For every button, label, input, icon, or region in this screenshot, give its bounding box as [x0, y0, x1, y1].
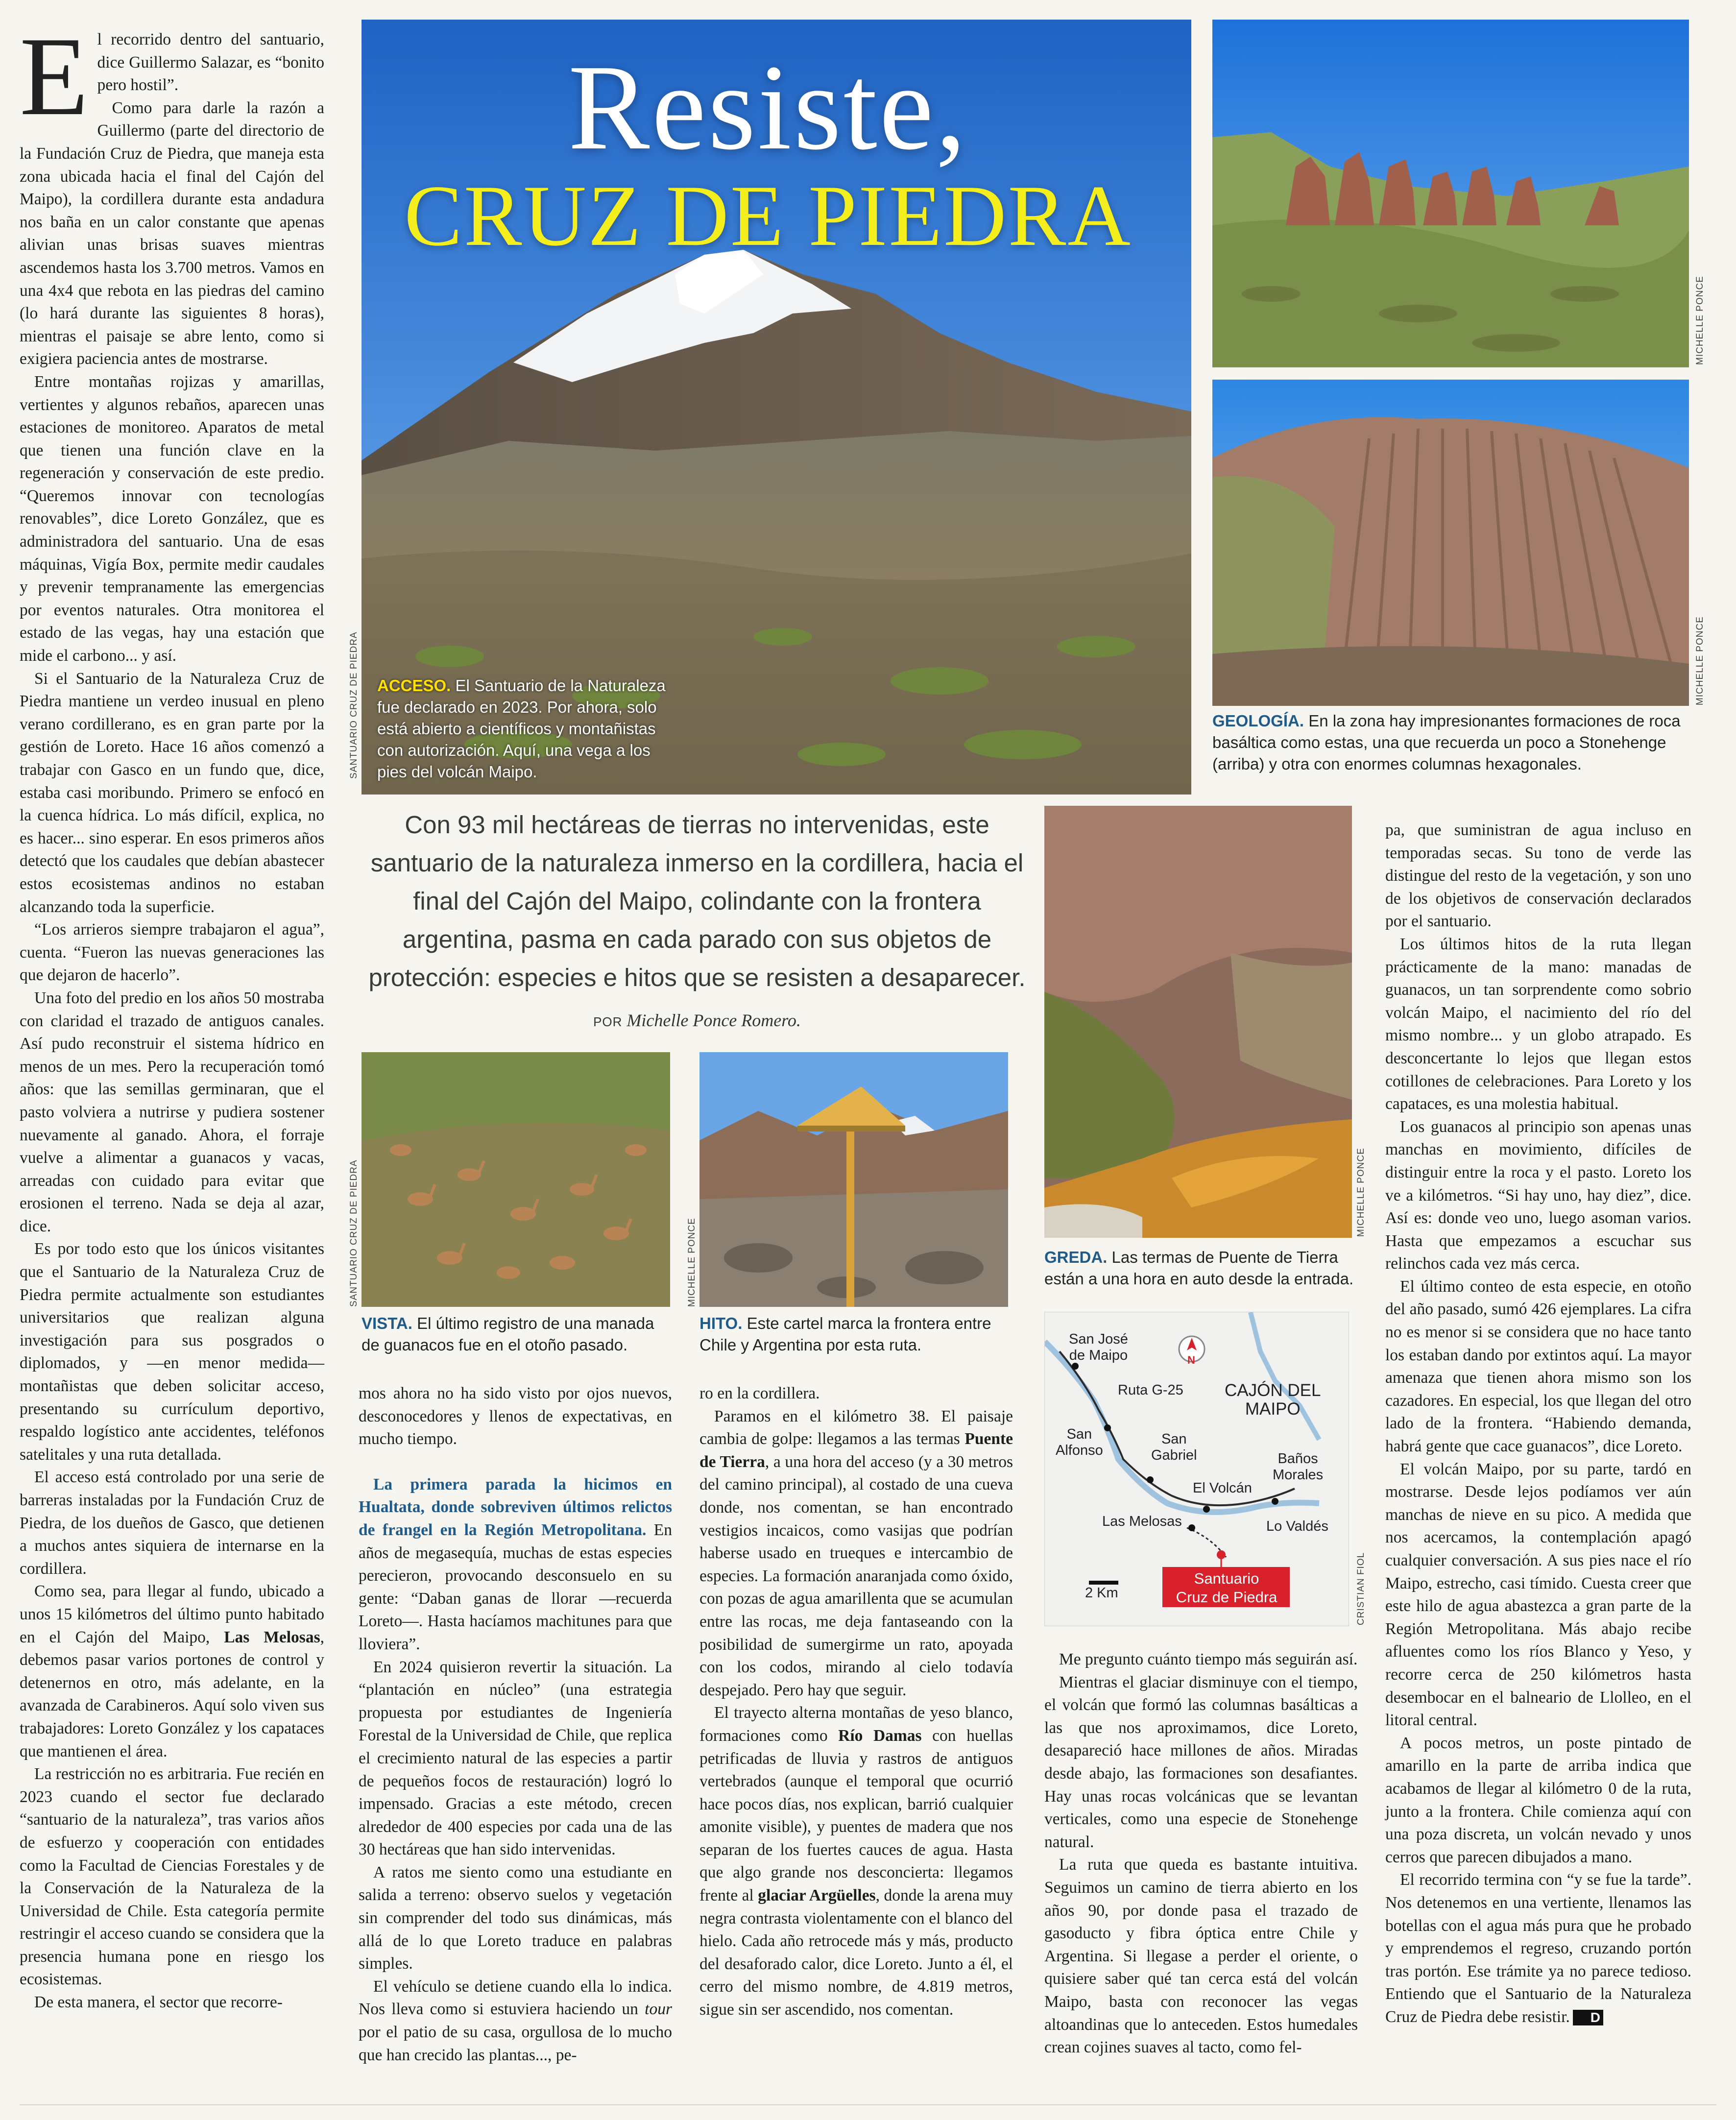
geology-photo-bottom: [1212, 380, 1689, 706]
paragraph: Es por todo esto que los únicos visitantes que el Santuario de la Naturaleza Cruz de Piedra permite actualmente son estudiantes universitarios que realizan alguna investigación para sus posgrados o diplomados, y —en menor medida— montañistas que deben solicitar acceso, presentando su currículum deportivo, respaldo logístico ante accidentes, teléfonos satelitales y una ruta detallada.: [20, 1240, 324, 1464]
caption-keyword: ACCESO.: [377, 676, 451, 695]
text-run: El recorrido termina con “y se fue la tarde”. Nos detenemos en una vertiente, llenamos las botellas con el agua más pura que he probado y emprendemos el regreso, cruzando portón tras portón. Ese trámite ya no parece tedioso. Entiendo que el Santuario de la Naturaleza Cruz de Piedra debe resistir.: [1385, 1871, 1691, 2026]
text-run: El trayecto alterna montañas de yeso blanco, formaciones como: [699, 1704, 1013, 1745]
map-dot-san-gabriel: [1147, 1476, 1154, 1483]
paragraph: Los guanacos al principio son apenas unas manchas en movimiento, difíciles de distinguir entre la roca y el pasto. Loreto los ve a kilómetros. “Si hay uno, hay diez”, dice. Así es: donde veo uno, luego asoman varios. Hasta que empezamos a escuchar sus relinchos cada vez más cerca.: [1385, 1117, 1691, 1273]
map-dot-san-alfonso: [1104, 1424, 1111, 1431]
main-photo-credit: SANTUARIO CRUZ DE PIEDRA: [349, 631, 359, 779]
article-column-5: [1385, 819, 1691, 2028]
map-label-el-volcan: El Volcán: [1193, 1480, 1252, 1496]
map-label-sanctuary: Santuario Cruz de Piedra: [1176, 1570, 1278, 1606]
paragraph: Si el Santuario de la Naturaleza Cruz de Piedra mantiene un verdeo inusual en pleno verano cordillerano, es en gran parte por la gestión de Loreto. Hace 16 años comenzó a trabajar con Gasco en un fundo que, dice, estaba casi moribundo. Primero se enfocó en la cuenca hídrica. Lo más difícil, explica, no es hacer... sino esperar. En esos primeros años detectó que los caudales que debían abastecer estos ecosistemas andinos no estaban alcanzando toda la superficie.: [20, 669, 324, 916]
caption-keyword: GEOLOGÍA.: [1212, 712, 1304, 730]
text-run: , debemos pasar varios portones de control y detenernos en otro, más adelante, en la avanzada de Carabineros. Aquí solo viven sus trabajadores: Loreto González y los capataces que mantienen el área.: [20, 1628, 324, 1760]
caption-text: En la zona hay impresionantes formaciones de roca basáltica como estas, una que recuerda un poco a Stonehenge (arriba) y otra con enormes columnas hexagonales.: [1212, 712, 1681, 773]
paragraph: Entre montañas rojizas y amarillas, vertientes y algunos rebaños, aparecen unas estaciones de monitoreo. Aparatos de metal que tienen una función clave en la regeneración y conservación de este predio. “Queremos innovar con tecnologías renovables”, dice Loreto González, que es administradora del santuario. Una de esas máquinas, Vigía Box, permite medir caudales y prevenir tempranamente las emergencias por eventos naturales. Otra monitorea el estado de las vegas, hay una estación que mide el carbono... y así.: [20, 372, 324, 665]
map-dot-lo-valdes: [1272, 1498, 1278, 1505]
caption-keyword: VISTA.: [362, 1314, 412, 1332]
paragraph: El último conteo de esta especie, en otoño del año pasado, sumó 426 ejemplares. La cifra no es menor si se considera que no hace tanto los estaban dando por extintos aquí. La mayor amenaza que tienen ahora mismo son los cazadores. En especial, los que llegan del otro lado de la frontera. “Habiendo demanda, habrá gente que cace guanacos”, dice Loreto.: [1385, 1277, 1691, 1456]
paragraph: “Los arrieros siempre trabajaron el agua”, cuenta. “Fueron las nuevas generaciones las que dejaron de hacerlo”.: [20, 920, 324, 985]
map-label-ruta: Ruta G-25: [1118, 1382, 1183, 1398]
hito-caption: [699, 1313, 1013, 1356]
map-label-san-alfonso: San Alfonso: [1056, 1426, 1103, 1458]
guanacos-illustration: [362, 1052, 670, 1307]
byline-author: Michelle Ponce Romero.: [627, 1011, 801, 1030]
bold-term: Río Damas: [838, 1726, 922, 1745]
article-column-4: [1044, 1648, 1358, 2059]
map-dot-san-jose: [1072, 1363, 1079, 1370]
paragraph: A ratos me siento como una estudiante en salida a terreno: observo suelos y vegetación sin comprender del todo sus dinámicas, más allá de lo que Loreto traduce en palabras simples.: [359, 1863, 672, 1973]
paragraph: Los últimos hitos de la ruta llegan prácticamente de la mano: manadas de guanacos, un tan sorprendente como sobrio volcán Maipo, el nacimiento del río del mismo nombre... y un globo atrapado. Es desconcertante lo lejos que llegan estos cotillones de celebraciones. Para Loreto y los capataces, es una molestia habitual.: [1385, 935, 1691, 1113]
paragraph: [699, 1702, 1013, 2021]
byline: [362, 1010, 1033, 1031]
bold-term: glaciar Argüelles: [758, 1886, 876, 1905]
paragraph: La ruta que queda es bastante intuitiva. Seguimos un camino de tierra abierto en los años 90, por donde pasa el trazado de gasoducto y fibra óptica entre Chile y Argentina. Si llegase a perder el oriente, o quisiere saber qué tan cerca está del volcán Maipo, basta con reconocer las vegas altoandinas que lo anteceden. Estos humedales crean cojines suaves al tacto, como fel-: [1044, 1855, 1358, 2057]
intro-deck: Con 93 mil hectáreas de tierras no intervenidas, este santuario de la naturaleza inmerso en la cordillera, hacia el final del Cajón del Maipo, colindante con la frontera argentina, pasma en cada parado con sus objetos de protección: especies e hitos que se resisten a desaparecer.: [368, 811, 1026, 991]
text-run: Paramos en el kilómetro 38. El paisaje cambia de golpe: llegamos a las termas: [699, 1407, 1013, 1448]
guanacos-caption: [362, 1313, 675, 1356]
paragraph: El acceso está controlado por una serie de barreras instaladas por la Fundación Cruz de Piedra, de los dueños de Gasco, que detienen a muchos antes siquiera de internarse en la cordillera.: [20, 1468, 324, 1578]
paragraph: En 2024 quisieron revertir la situación. La “plantación en núcleo” (una estrategia propuesta por estudiantes de Ingeniería Forestal de la Universidad de Chile, que replica el crecimiento natural de las especies a partir de pequeños focos de restauración) logró lo impensado. Gracias a este método, crecen alrededor de 400 especies por cada una de las 30 hectáreas que han sido intervenidas.: [359, 1658, 672, 1859]
greda-photo: [1044, 806, 1352, 1238]
paragraph: A pocos metros, un poste pintado de amarillo en la parte de arriba indica que acabamos de llegar al kilómetro 0 de la ruta, junto a la frontera. Chile comienza aquí con una poza discreta, un volcán nevado y unos cerros que parecen dibujados a mano.: [1385, 1734, 1691, 1866]
article-column-1: [20, 14, 324, 2014]
text-run: , donde la arena muy negra contrasta violentamente con el blanco del hielo. Cada año retrocede más y más, producto del desaforado calor, dice Loreto. Junto a él, el cerro del mismo nombre, de 4.819 metros, sigue sin ser ascendido, nos comentan.: [699, 1886, 1013, 2019]
geology-photo-top: [1212, 20, 1689, 367]
headline-line2: CRUZ DE PIEDRA: [404, 167, 1132, 264]
paragraph: [20, 1580, 324, 1763]
map-scale-bar: [1089, 1581, 1118, 1585]
drop-cap: E: [20, 14, 89, 139]
paragraph: pa, que suministran de agua incluso en temporadas secas. Su tono de verde las distingue del resto de la vegetación, y son uno de los objetivos de conservación declarados por el santuario.: [1385, 821, 1691, 931]
italic-term: tour: [645, 2000, 672, 2019]
map-river-upper: [1251, 1312, 1319, 1440]
end-mark-icon: D: [1573, 2010, 1603, 2025]
text-run: , a una hora del acceso (y a 30 metros del camino principal), al costado de una cueva donde, nos comentan, se han encontrado vestigios incaicos, como vasijas que podrían haberse usado en trueques e intercambio de especies. La formación anaranjada como óxido, con pozas de agua amarillenta que se acumulan entre las rocas, me deja fantaseando con la posibilidad de sumergirme un rato, apoyada con los codos, mirando al cielo todavía despejado. Pero hay que seguir.: [699, 1452, 1013, 1699]
map-label-san-gabriel: San Gabriel: [1151, 1431, 1197, 1463]
caption-text: Las termas de Puente de Tierra están a una hora en auto desde la entrada.: [1044, 1248, 1354, 1288]
text-run: con huellas petrificadas de lluvia y rastros de antiguos vertebrados (aunque el temporal que ocurrió hace pocos días, nos explican, barrió cualquier amonite visible), y puentes de madera que nos separan de los fuertes cauces de agua. Hasta que algo grande nos desconcierta: llegamos frente al: [699, 1726, 1013, 1905]
paragraph: [359, 1975, 672, 2067]
hot-springs-illustration: [1044, 806, 1352, 1238]
geology-top-credit: MICHELLE PONCE: [1695, 276, 1705, 365]
paragraph: Mientras el glaciar disminuye con el tiempo, el volcán que formó las columnas basálticas a las que nos aproximamos, dice Loreto, desapareció hace millones de años. Miradas desde abajo, las formaciones son desafiantes. Hay unas rocas volcánicas que se levantan verticales, como una especie de Stonehenge natural.: [1044, 1673, 1358, 1851]
geology-caption: [1212, 710, 1702, 775]
headline-line1: Resiste,: [568, 40, 968, 175]
text-run: En años de megasequía, muchas de estas especies perecieron, provocando desconsuelo en su gente: “Daban ganas de llorar —recuerda Loreto—. Hasta hacíamos machitunes para que lloviera”.: [359, 1520, 672, 1653]
paragraph: l recorrido dentro del santuario, dice Guillermo Salazar, es “bonito pero hostil”.: [97, 30, 324, 95]
paragraph: mos ahora no ha sido visto por ojos nuevos, desconocedores y llenos de expectativas, en mucho tiempo.: [359, 1384, 672, 1448]
paragraph: Como para darle la razón a Guillermo (parte del directorio de la Fundación Cruz de Piedra, que maneja esta zona ubicada hacia el final del Cajón del Maipo), la cordillera durante esta andadura nos baña en un calor constante que apenas alivian unas brisas suaves mientras ascendemos hasta los 3.700 metros. Vamos en una 4x4 que rebota en las piedras del camino (lo hará durante las siguientes 8 horas), mientras el paisaje se abre lento, como si exigiera paciencia antes de mostrarse.: [20, 98, 324, 368]
map-label-region: CAJÓN DEL MAIPO: [1225, 1381, 1321, 1419]
lead-in: La primera parada la hicimos en Hualtata, donde sobreviven últimos relictos de frangel en la Región Metropolitana.: [359, 1475, 672, 1539]
map-label-las-melosas: Las Melosas: [1102, 1514, 1182, 1529]
caption-keyword: GREDA.: [1044, 1248, 1108, 1266]
article-column-2: [359, 1382, 672, 2067]
article-column-3: [699, 1382, 1013, 2022]
rock-formation-illustration: [1212, 20, 1689, 367]
byline-prefix: POR: [593, 1014, 623, 1029]
greda-caption: [1044, 1247, 1358, 1290]
paragraph: De esta manera, el sector que recorre-: [34, 1993, 283, 2012]
paragraph: [359, 1473, 672, 1656]
basalt-columns-illustration: [1212, 380, 1689, 706]
caption-text: Este cartel marca la frontera entre Chile y Argentina por esta ruta.: [699, 1314, 991, 1354]
text-run: El vehículo se detiene cuando ella lo indica. Nos lleva como si estuviera haciendo un: [359, 1977, 672, 2019]
bold-term: Puente de Tierra: [699, 1430, 1013, 1471]
map-label-banos: Baños Morales: [1273, 1451, 1324, 1483]
paragraph: ro en la cordillera.: [699, 1384, 820, 1402]
geology-bottom-credit: MICHELLE PONCE: [1695, 616, 1705, 705]
caption-keyword: HITO.: [699, 1314, 743, 1332]
paragraph: La restricción no es arbitraria. Fue recién en 2023 cuando el sector fue declarado “santuario de la naturaleza”, tras varios años de esfuerzo y cooperación con entidades como la Facultad de Ciencias Forestales y de la Conservación de la Naturaleza de la Universidad de Chile. Esta categoría permite restringir el acceso cuando se considera que la presencia humana pone en riesgo los ecosistemas.: [20, 1765, 324, 1989]
border-sign-illustration: [699, 1052, 1008, 1307]
paragraph: Una foto del predio en los años 50 mostraba con claridad el trazado de antiguos canales. Así pudo reconstruir el sistema hídrico en menos de un mes. Pero la recuperación tomó años: que las semillas germinaran, que el pasto volviera a nutrirse y pudiera sostener nuevamente al ganado. Ahora, el forraje vuelve a alimentar a guanacos y vacas, arreadas con cuidado para evitar que erosionen el terreno. Nada se deja al azar, dice.: [20, 988, 324, 1235]
hito-credit: MICHELLE PONCE: [687, 1218, 697, 1307]
greda-credit: MICHELLE PONCE: [1356, 1148, 1366, 1237]
hito-photo: [699, 1052, 1008, 1307]
paragraph: Me pregunto cuánto tiempo más seguirán así.: [1059, 1650, 1358, 1668]
bottom-rule: [20, 2104, 1716, 2105]
paragraph: [1385, 1869, 1691, 2028]
guanacos-credit: SANTUARIO CRUZ DE PIEDRA: [349, 1159, 359, 1307]
bold-term: Las Melosas: [224, 1628, 320, 1646]
paragraph: [699, 1405, 1013, 1702]
map-dot-el-volcan: [1203, 1506, 1210, 1513]
map-credit: CRISTIAN FIOL: [1356, 1552, 1366, 1625]
paragraph: El volcán Maipo, por su parte, tardó en mostrarse. Desde lejos podíamos ver aún manchas de nieve en su pico. A medida que nos acercamos, la contemplación apagó cualquier conversación. A sus pies nace el río Maipo, estrecho, casi tímido. Cuesta creer que este hilo de agua abastezca a gran parte de la Región Metropolitana. Más abajo recibe afluentes como los ríos Blanco y Yeso, y recorre cerca de 250 kilómetros hasta desembocar en el balneario de Llolleo, en el litoral central.: [1385, 1460, 1691, 1730]
map-label-san-jose: San José de Maipo: [1069, 1331, 1128, 1363]
map-north-label: N: [1187, 1354, 1195, 1366]
map-dot-las-melosas: [1188, 1524, 1195, 1531]
caption-text: El Santuario de la Naturaleza fue declarado en 2023. Por ahora, solo está abierto a científicos y montañistas con autorización. Aquí, una vega a los pies del volcán Maipo.: [377, 676, 666, 781]
main-photo-caption: [377, 675, 671, 783]
guanacos-photo: [362, 1052, 670, 1307]
map-label-lo-valdes: Lo Valdés: [1266, 1518, 1328, 1534]
caption-text: El último registro de una manada de guanacos fue en el otoño pasado.: [362, 1314, 654, 1354]
text-run: Como sea, para llegar al fundo, ubicado a unos 15 kilómetros del último punto habitado en el Cajón del Maipo,: [20, 1582, 324, 1646]
map-label-scale: 2 Km: [1085, 1585, 1118, 1601]
text-run: por el patio de su casa, orgullosa de lo mucho que han crecido las plantas..., pe-: [359, 2023, 672, 2064]
